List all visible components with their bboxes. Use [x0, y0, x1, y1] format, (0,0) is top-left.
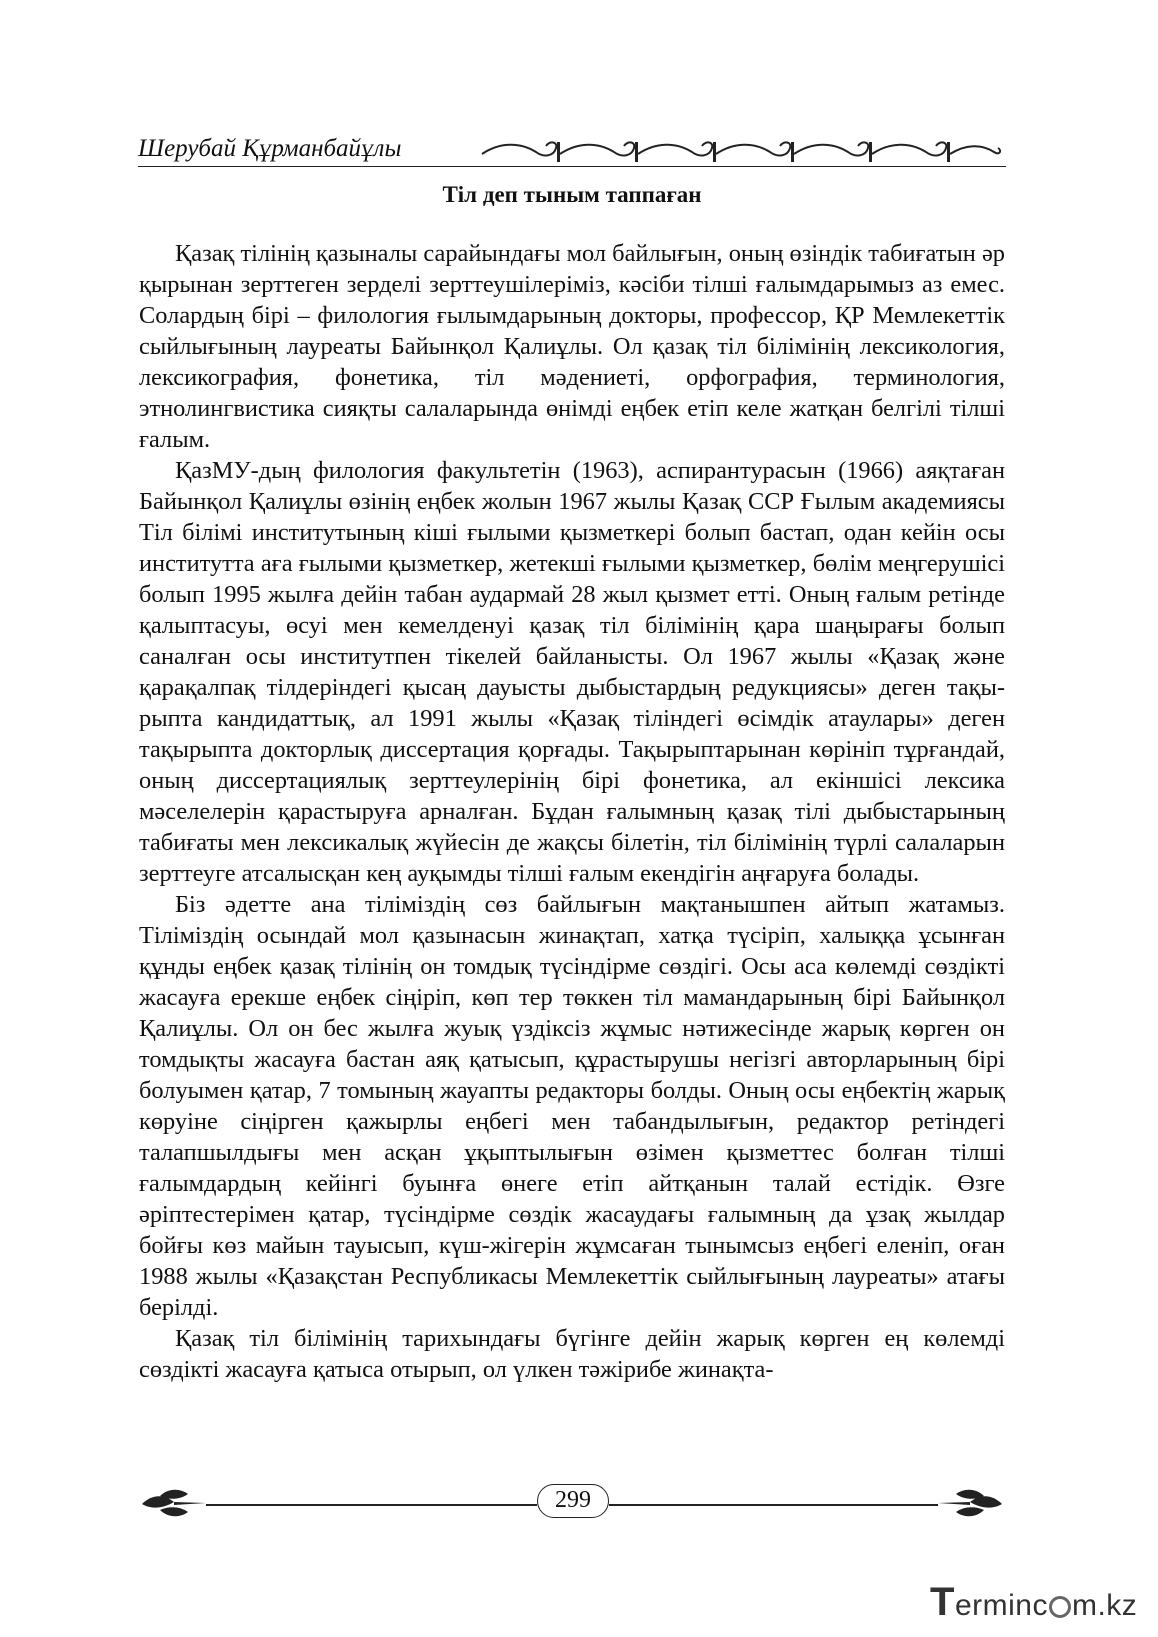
page-number: 299 [537, 1484, 609, 1518]
watermark-ring-icon [1049, 1596, 1071, 1618]
watermark-text-1: erminc [954, 1589, 1048, 1622]
site-watermark [930, 1580, 1137, 1625]
footer-rule-right [609, 1504, 938, 1506]
paragraph: ҚазМУ-дың филология факультетін (1963), аспирантурасын (1966) аяқтаған Байынқол Қалиұлы өзінің еңбек жолын 1967 жылы Қазақ ССР Ғылым академиясы Тіл білімі институтының кіші ғылыми қызметкері болып бастап, одан кейін осы институтта аға ғылыми қызметкер, жетекші ғылыми қызметкер, бөлім меңгерушісі болып 1995 жылға дейін табан аудармай 28 жыл қызмет етті. Оның ғалым ретінде қалыптасуы, өсуі мен кемелденуі қазақ тіл білімінің қара шаңырағы болып саналған осы институтпен тікелей байланысты. Ол 1967 жылы «Қазақ және қарақалпақ тілдеріндегі қысаң дауысты дыбыстардың редукциясы» деген тақырыпта кандидаттық, ал 1991 жылы «Қазақ тіліндегі өсімдік атаулары» деген тақырыпта докторлық диссертация қорғады. Тақырыптарынан көрініп тұрғандай, оның диссертациялық зерттеулерінің бірі фонетика, ал екіншісі лексика мәселелерін қарастыруға арналған. Бұдан ғалымның қазақ тілі дыбыстарының табиғаты мен лексикалық жүйесін де жақсы білетін, тіл білімінің түрлі салаларын зерттеуге атсалысқан кең ауқымды тілші ғалым екендігін аңғаруға болады. [139, 457, 1005, 887]
article-title: Тіл деп тыным таппаған [442, 182, 702, 207]
header-author: Шерубай Құрманбайұлы [138, 135, 402, 162]
page-footer [138, 1482, 1006, 1522]
header-ornament-icon [480, 138, 1004, 164]
leaf-ornament-right-icon [936, 1486, 1006, 1520]
watermark-text-2: m.kz [1071, 1589, 1138, 1622]
paragraph: Қазақ тіл білімінің тарихындағы бүгінге дейін жарық көрген ең көлемді сөздікті жасауға қатыса отырып, ол үлкен тәжірибе жинақта- [139, 1325, 1005, 1383]
watermark-initial: T [930, 1580, 955, 1624]
paragraph: Біз әдетте ана тіліміздің сөз байлығын мақтанышпен айтып жатамыз. Тіліміздің осындай мол қазынасын жинақтап, хатқа түсіріп, халыққа ұсынған құнды еңбек қазақ тілінің он томдық түсіндірме сөздігі. Осы аса көлемді сөздікті жасауға ерекше еңбек сіңіріп, көп тер төккен тіл мамандарының бірі Байынқол Қалиұлы. Ол он бес жылға жуық үздіксіз жұмыс нәтижесінде жарық көрген он томдықты жасауға бастан аяқ қатысып, құрастырушы негізгі авторларының бірі болуымен қатар, 7 томының жауапты редакторы болды. Оның осы еңбектің жарық көруіне сіңірген қажырлы еңбегі мен табандылығын, редактор ретіндегі талапшылдығы мен асқан ұқыптылығын өзімен қызметтес болған тілші ғалымдардың кейінгі буынға өнеге етіп айтқанын талай естідік. Өзге әріптестерімен қатар, түсіндірме сөздік жасаудағы ғалымның да ұзақ жылдар бойғы көз майын тауысып, күш-жігерін жұмсаған тынымсыз еңбегі еленіп, оған 1988 жылы «Қазақстан Республикасы Мемлекеттік сыйлығының лауреаты» атағы берілді. [139, 891, 1005, 1321]
header-rule [138, 166, 1006, 167]
paragraph: Қазақ тілінің қазыналы сарайындағы мол байлығын, оның өзіндік табиғатын әр қырынан зерттеген зерделі зерттеушілеріміз, кәсіби тілші ғалымдарымыз аз емес. Солардың бірі – филология ғылымдарының докторы, профессор, ҚР Мемлекеттік сыйлығының лауреаты Байынқол Қалиұлы. Ол қазақ тіл білімінің лексикология, лексикография, фонетика, тіл мәдениеті, орфография, терминология, этнолингвистика сияқты салаларында өнімді еңбек етіп келе жатқан белгілі тілші ғалым. [139, 240, 1005, 453]
footer-rule-left [206, 1504, 537, 1506]
article-body [139, 238, 1005, 1385]
leaf-ornament-left-icon [138, 1486, 208, 1520]
